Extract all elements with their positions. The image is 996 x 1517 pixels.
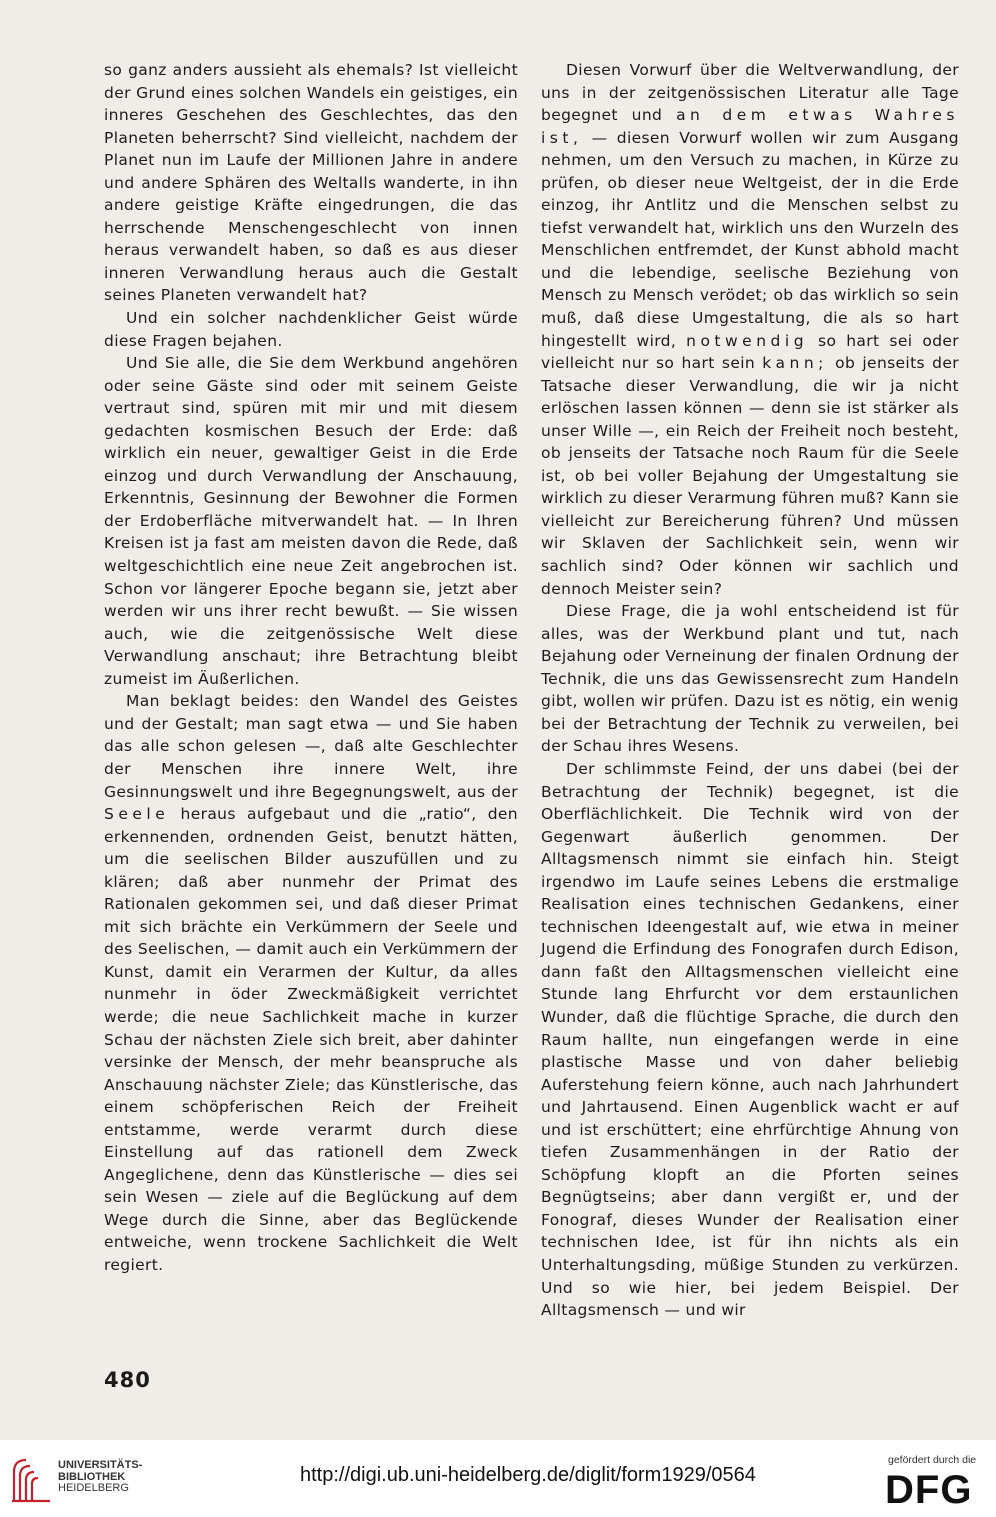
- page-number: 480: [104, 1368, 151, 1392]
- library-line-1: UNIVERSITÄTS-: [58, 1459, 143, 1471]
- spaced-word-seele: Seele: [104, 805, 170, 824]
- spaced-word-kann: kann;: [762, 354, 828, 373]
- left-column: [104, 59, 518, 1277]
- right-paragraph-1-c: so hart sei oder vielleicht nur so hart sein: [541, 331, 959, 373]
- sponsor-label: gefördert durch die: [888, 1454, 977, 1466]
- left-paragraph-4: [104, 690, 518, 1276]
- right-paragraph-1-a: Diesen Vorwurf über die Weltverwandlung, der uns in der zeitgenössischen Literatur alle Tage begegnet und: [541, 61, 959, 125]
- left-paragraph-1: so ganz anders aussieht als ehemals? Ist vielleicht der Grund eines solchen Wandels ein geistiges, ein inneres Geschehen des Geschlechtes, das den Planeten beherrscht? Sind vielleicht, nachdem der Planet nun im Laufe der Millionen Jahre in andere und andere Sphären des Weltalls wanderte, in ihn andere geistige Kräfte eingedrungen, die das herrschende Menschengeschlecht von innen heraus verwandelt haben, so daß es aus dieser inneren Verwandlung heraus auch die Gestalt seines Planeten verwandelt hat?: [104, 61, 518, 305]
- spaced-word-notwendig: notwendig: [686, 331, 809, 350]
- dfg-logo: DFG: [885, 1468, 973, 1512]
- library-line-2: BIBLIOTHEK: [58, 1470, 126, 1483]
- spaced-phrase-wahres: an dem etwas Wahres ist,: [541, 106, 960, 147]
- library-name: [58, 1460, 142, 1495]
- library-line-3: HEIDELBERG: [58, 1482, 129, 1494]
- source-url-link[interactable]: http://digi.ub.uni-heidelberg.de/diglit/form1929/0564: [300, 1464, 756, 1486]
- left-paragraph-3: Und Sie alle, die Sie dem Werkbund angehören oder seine Gäste sind oder mit seinem Geiste vertraut sind, spüren mit mir und mit diesem gedachten kosmischen Besuch der Erde: daß wirklich ein neuer, gewaltiger Geist in die Erde einzog und durch Verwandlung der Anschauung, Erkenntnis, Gesinnung der Bewohner die Formen der Erdoberfläche mitverwandelt hat. — In Ihren Kreisen ist ja fast am meisten davon die Rede, daß weltgeschichtlich eine neue Zeit angebrochen ist. Schon vor längerer Epoche begann sie, jetzt aber werden wir uns ihrer recht bewußt. — Sie wissen auch, wie die zeitgenössische Welt diese Verwandlung anschaut; ihre Betrachtung bleibt zumeist im Äußerlichen.: [104, 354, 518, 688]
- right-column: [541, 59, 959, 1322]
- right-paragraph-1-b: — diesen Vorwurf wollen wir zum Ausgang nehmen, um den Versuch zu machen, in Kürze zu prüfen, ob dieser neue Weltgeist, der in die Erde einzog, ihr Antlitz und die Menschen selbst zu tiefst verwandelt hat, wirklich uns den Wurzeln des Menschlichen entfremdet, der Kunst abhold macht und die lebendige, seelische Beziehung von Mensch zu Mensch verödet; ob das wirklich so sein muß, daß diese Umgestaltung, die als so hart hingestellt wird,: [541, 128, 959, 350]
- right-paragraph-1: [541, 59, 959, 600]
- footer-bar: [0, 1440, 996, 1517]
- left-paragraph-4-start: Man beklagt beides: den Wandel des Geistes und der Gestalt; man sagt etwa — und Sie haben das alle schon gelesen —, daß alte Geschlechter der Menschen ihre innere Welt, ihre Gesinnungswelt und ihre Begegnungswelt, aus der: [104, 692, 518, 801]
- left-paragraph-4-end: heraus aufgebaut und die „ratio“, den erkennenden, ordnenden Geist, benutzt hätten, um die seelischen Bilder auszufüllen und zu klären; daß aber nunmehr der Primat des Rationalen gekommen sei, und daß dieser Primat mit sich brächte ein Verkümmern der Seele und des Seelischen, — damit auch ein Verkümmern der Kunst, damit ein Verarmen der Kultur, da alles nunmehr in öder Zweckmäßigkeit verrichtet werde; die neue Sachlichkeit mache in kurzer Schau der nächsten Ziele sich breit, aber dahinter versinke der Mensch, der mehr beanspruche als Anschauung nächster Ziele; das Künstlerische, das einem schöpferischen Reich der Freiheit entstamme, werde verarmt durch diese Einstellung auf das rationell dem Zweck Angeglichene, denn das Künstlerische — dies sei sein Wesen — ziele auf die Beglückung auf dem Wege durch die Sinne, aber das Beglückende entweiche, wenn trockene Sachlichkeit die Welt regiert.: [104, 805, 518, 1274]
- left-paragraph-2: Und ein solcher nachdenklicher Geist würde diese Fragen bejahen.: [104, 309, 518, 350]
- library-logo-icon: [10, 1454, 54, 1504]
- right-paragraph-2: Diese Frage, die ja wohl entscheidend ist für alles, was der Werkbund plant und tut, nach Bejahung oder Verneinung der finalen Ordnung der Technik, die uns das Gewissensrecht zum Handeln gibt, wollen wir prüfen. Dazu ist es nötig, ein wenig bei der Betrachtung der Technik zu verweilen, bei der Schau ihres Wesens.: [541, 602, 959, 756]
- right-paragraph-1-d: ob jenseits der Tatsache dieser Verwandlung, die wir ja nicht erlöschen lassen können — denn sie ist stärker als unser Wille —, ein Reich der Freiheit noch besteht, ob jenseits der Tatsache noch Raum für die Seele ist, ob bei voller Bejahung der Umgestaltung sie wirklich zu dieser Verarmung führen muß? Kann sie vielleicht zur Bereicherung führen? Und müssen wir Sklaven der Sachlichkeit sein, wenn wir sachlich sind? Oder können wir sachlich und dennoch Meister sein?: [541, 354, 959, 598]
- right-paragraph-3: Der schlimmste Feind, der uns dabei (bei der Betrachtung der Technik) begegnet, ist die Oberflächlichkeit. Die Technik wird von der Gegenwart äußerlich genommen. Der Alltagsmensch nimmt sie einfach hin. Steigt irgendwo im Laufe seines Lebens die erstmalige Realisation eines technischen Gedankens, einer technischen Ideengestalt auf, wie etwa in meiner Jugend die Erfindung des Fonografen durch Edison, dann faßt den Alltagsmenschen vielleicht eine Stunde lang Ehrfurcht vor dem erstaunlichen Wunder, daß die flüchtige Sprache, die durch den Raum hallte, nun eingefangen werde in eine plastische Masse und von daher beliebig Auferstehung feiern könne, auch nach Jahrhundert und Jahrtausend. Einen Augenblick wacht er auf und ist erschüttert; eine ehrfürchtige Ahnung von tiefen Zusammenhängen in der Ratio der Schöpfung klopft an die Pforten seines Begnügtseins; aber dann vergißt er, und der Fonograf, dieses Wunder der Realisation einer technischen Idee, ist für ihn nichts als ein Unterhaltungsding, müßige Stunden zu verkürzen. Und so wie hier, bei jedem Beispiel. Der Alltagsmensch — und wir: [541, 759, 959, 1320]
